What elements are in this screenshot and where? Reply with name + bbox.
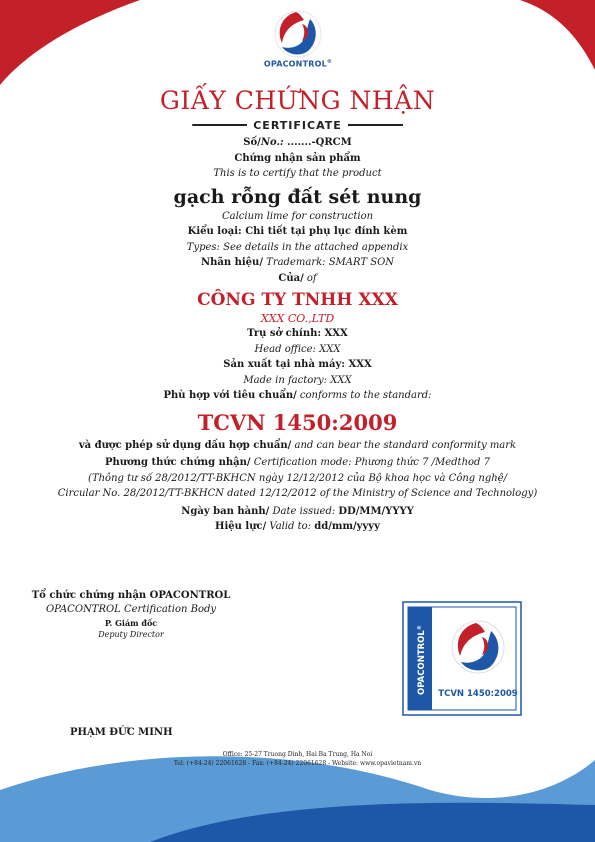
conforms-line: Phù hợp với tiêu chuẩn/ conforms to the standard: bbox=[163, 390, 432, 401]
subtitle-row bbox=[0, 117, 595, 133]
trademark-line: Nhãn hiệu/ Trademark: SMART SON bbox=[200, 257, 395, 268]
registered-mark: ® bbox=[326, 59, 333, 65]
head-office-vi: Trụ sở chính: XXX bbox=[247, 328, 348, 339]
certificate-body bbox=[0, 86, 595, 535]
of-line: Của/ of bbox=[278, 272, 317, 284]
types-en: Types: See details in the attached appendix bbox=[186, 241, 409, 253]
cert-body-en: OPACONTROL Certification Body bbox=[45, 604, 217, 615]
certificate-title: GIẤY CHỨNG NHẬN bbox=[159, 86, 436, 115]
conformity-mark-frame bbox=[402, 601, 522, 716]
footer-contact: Tel: (+84-24) 22061628 - Fax: (+84-24) 22061628 - Website: www.opavietnam.vn bbox=[173, 760, 422, 767]
divider-left bbox=[192, 124, 247, 126]
divider-right bbox=[348, 124, 403, 126]
mark-permission-line: và được phép sử dụng dấu hợp chuẩn/ and can bear the standard conformity mark bbox=[78, 439, 517, 451]
certificate-number: Số/No.: .......-QRCM bbox=[243, 137, 352, 148]
certify-en: This is to certify that the product bbox=[213, 168, 382, 179]
opacontrol-logo bbox=[262, 10, 334, 69]
mark-standard-text: TCVN 1450:2009 bbox=[438, 689, 518, 699]
mark-brand-text: OPACONTROL® bbox=[417, 625, 427, 695]
position-vi: P. Giám đốc bbox=[104, 618, 158, 628]
cert-body-vi: Tổ chức chứng nhận OPACONTROL bbox=[31, 590, 231, 601]
certificate-subtitle: CERTIFICATE bbox=[253, 118, 342, 132]
product-en: Calcium lime for construction bbox=[221, 210, 374, 222]
conformity-mark bbox=[402, 601, 522, 716]
head-office-en: Head office: XXX bbox=[254, 343, 341, 355]
logo-icon bbox=[274, 10, 322, 58]
circular-en: Circular No. 28/2012/TT-BKHCN dated 12/12/2012 of the Ministry of Science and Technology) bbox=[57, 488, 538, 499]
company-name: CÔNG TY TNHH XXX bbox=[197, 290, 398, 310]
standard-code: TCVN 1450:2009 bbox=[197, 409, 398, 435]
company-en: XXX CO.,LTD bbox=[260, 312, 335, 325]
signature-block bbox=[26, 589, 236, 641]
signer-name: PHẠM ĐỨC MINH bbox=[70, 727, 173, 738]
certify-vi: Chứng nhận sản phẩm bbox=[234, 152, 361, 164]
issued-line: Ngày ban hành/ Date issued: DD/MM/YYYY bbox=[181, 505, 414, 517]
position-en: Deputy Director bbox=[98, 630, 164, 639]
footer-office: Office: 25-27 Truong Dinh, Hai Ba Trung, Ha Noi bbox=[222, 751, 373, 758]
logo-brand-text: OPACONTROL bbox=[263, 59, 327, 69]
factory-vi: Sản xuất tại nhà máy: XXX bbox=[223, 359, 372, 370]
circular-vi: (Thông tư số 28/2012/TT-BKHCN ngày 12/12/2012 của Bộ khoa học và Công nghệ/ bbox=[88, 472, 507, 484]
product-name: gạch rỗng đất sét nung bbox=[173, 185, 422, 208]
factory-en: Made in factory: XXX bbox=[243, 374, 352, 386]
mode-line: Phương thức chứng nhận/ Certification mode: Phương thức 7 /Medthod 7 bbox=[105, 457, 490, 468]
valid-line: Hiệu lực/ Valid to: dd/mm/yyyy bbox=[215, 521, 380, 532]
types-vi: Kiểu loại: Chi tiết tại phụ lục đính kèm bbox=[187, 226, 408, 237]
footer bbox=[0, 750, 595, 768]
